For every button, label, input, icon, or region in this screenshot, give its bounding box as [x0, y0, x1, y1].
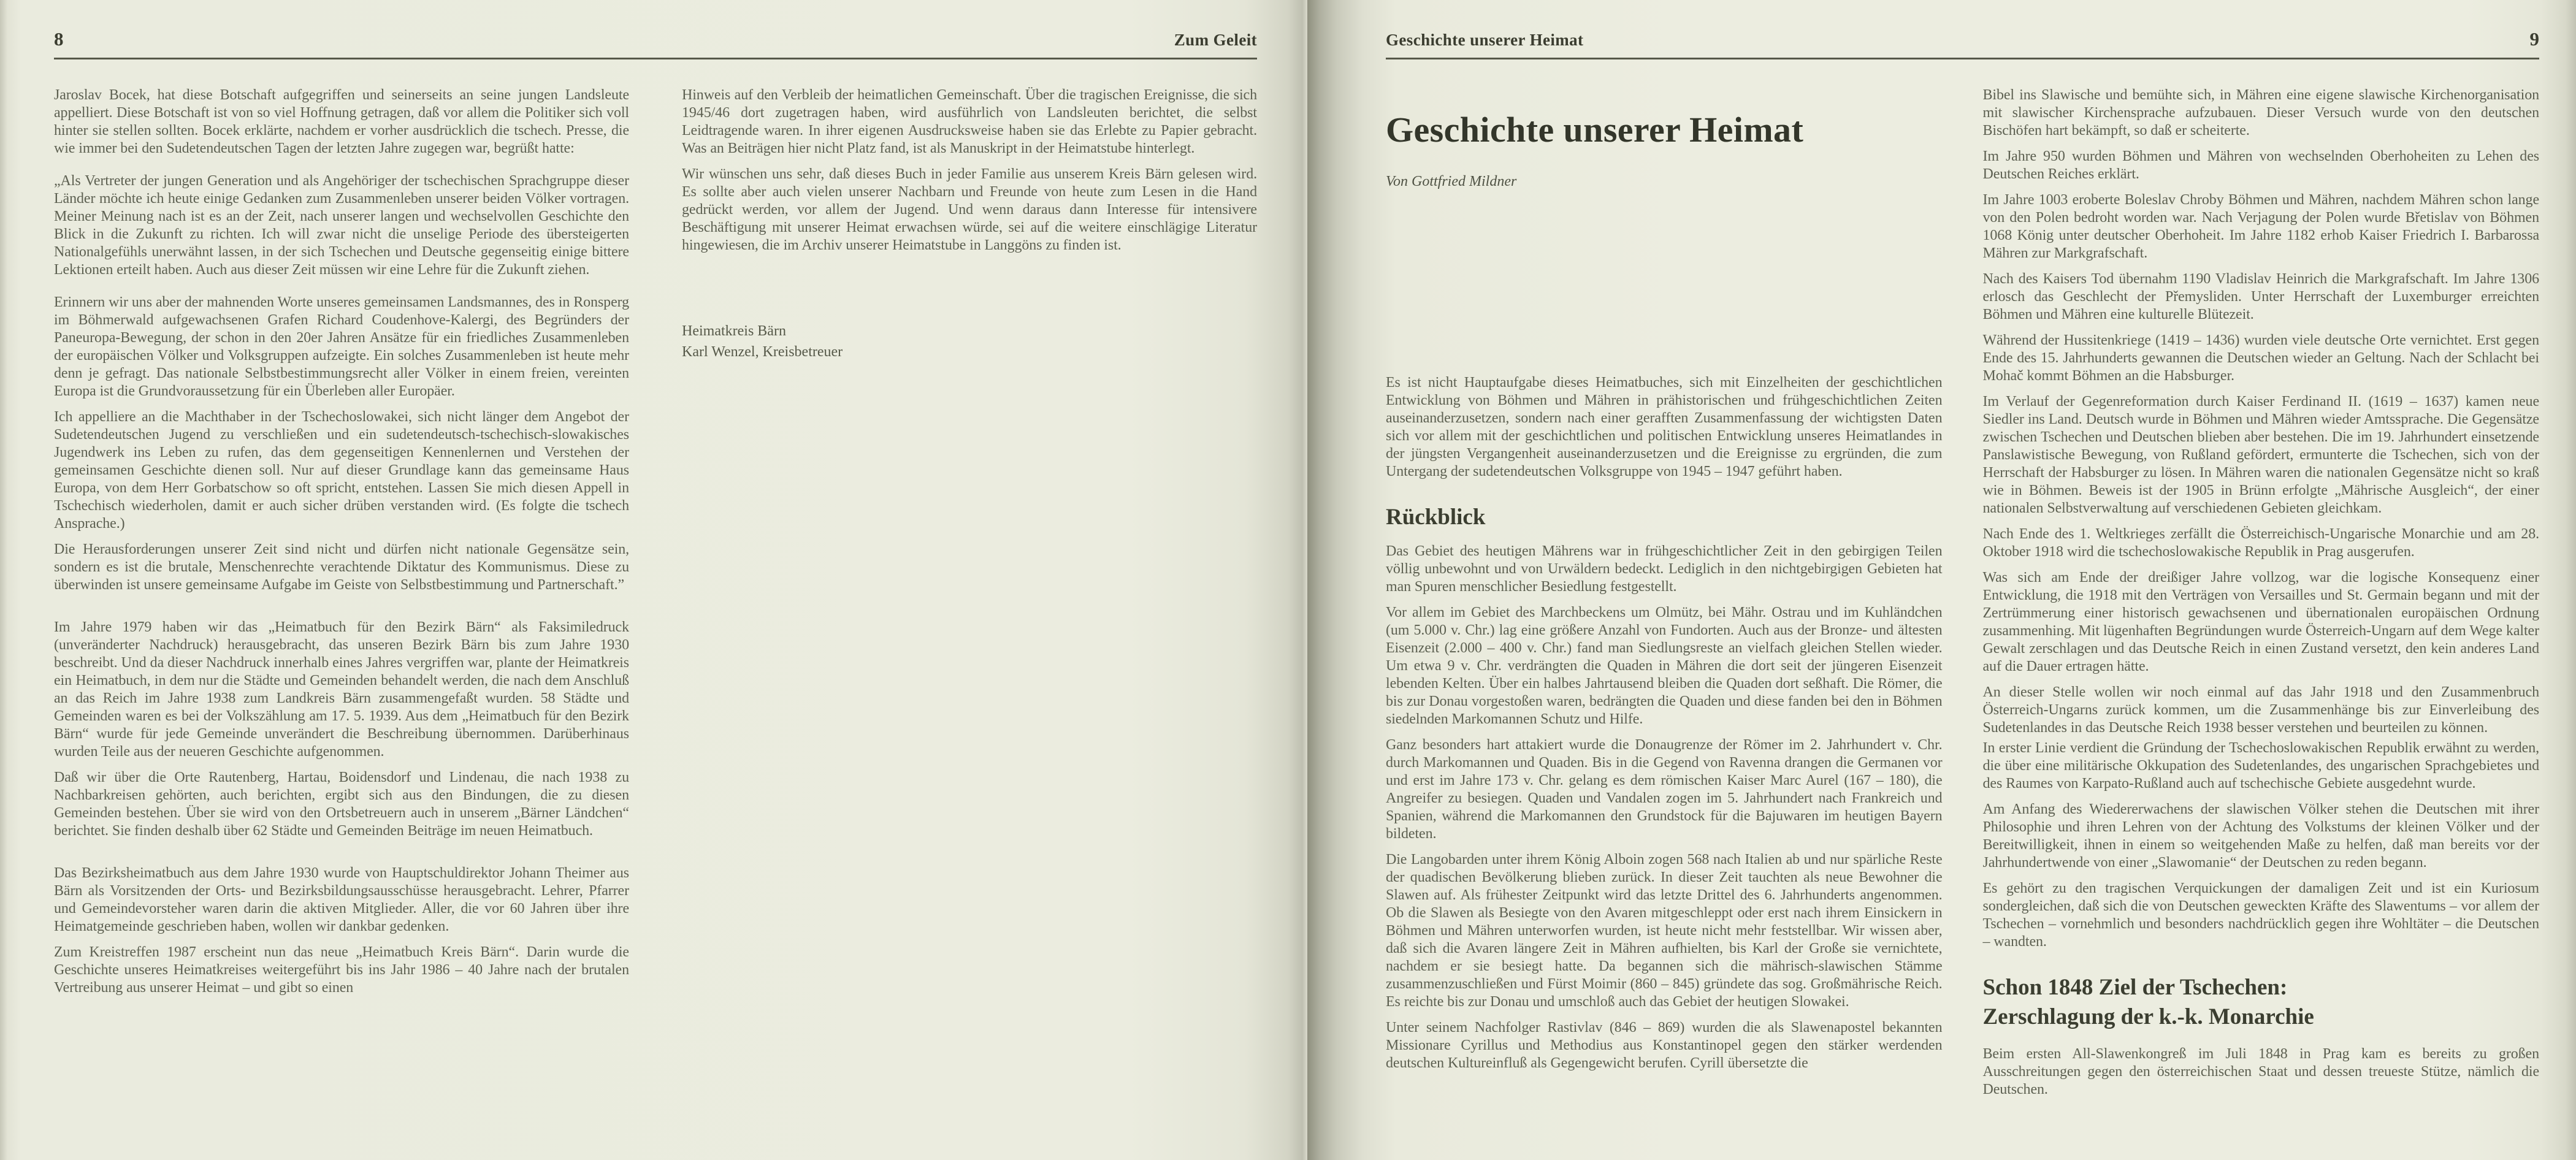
signature-block: [682, 321, 1257, 362]
body-paragraph: Ganz besonders hart attakiert wurde die Donaugrenze der Römer im 2. Jahrhundert v. Chr. durch Markomannen und Quaden. Bis in die Gegend von Ravenna drangen die Germanen vor und erst im Jahre 173 v. Chr. gelang es dem römischen Kaiser Marc Aurel (167 – 180), die Angreifer zu besiegen. Quaden und Vandalen zogen im 5. Jahrhundert nach Frankreich und Spanien, während die Markomannen den Grundstock für die Bajuwaren im heutigen Bayern bildeten.: [1386, 737, 1943, 842]
body-paragraph: Die Langobarden unter ihrem König Alboin zogen 568 nach Italien ab und nur spärliche Reste der quadischen Bevölkerung blieben zurück. In dieser Zeit tauchten als neue Bewohner die Slawen auf. Als frühester Zeitpunkt wird das letzte Drittel des 6. Jahrhunderts angenommen. Ob die Slawen als Besiegte von den Avaren mitgeschleppt oder erst nach ihrem Einsickern in Böhmen und Mähren unterworfen wurden, ist heute nicht mehr feststellbar. Wir wissen aber, daß sich die Avaren längere Zeit in Mähren aufhielten, bis Karl der Große sie vernichtete, nachdem er sie besiegt hatte. Da begannen sich die mährisch-slawischen Stämme zusammenzuschließen und Fürst Moimir (860 – 845) gründete das sog. Großmährische Reich. Es reichte bis zur Donau und umschloß auch das Gebiet der heutigen Slowakei.: [1386, 852, 1943, 1010]
text-column-1: [54, 86, 629, 1005]
page-right-content: [1307, 0, 2576, 1160]
body-paragraph: Bibel ins Slawische und bemühte sich, in Mähren eine eigene slawische Kirchenorganisation mit slawischer Kirchensprache aufzubauen. Dieser Versuch wurde von den deutschen Bischöfen hart bekämpft, so daß er scheiterte.: [1982, 87, 2539, 139]
body-paragraph: Erinnern wir uns aber der mahnenden Worte unseres gemeinsamen Landsmannes, des in Ronsperg im Böhmerwald aufgewachsenen Grafen Richard Coudenhove-Kalergi, des Begründers der Paneuropa-Bewegung, der schon in den 20er Jahren Ansätze für ein friedliches Zusammenleben der europäischen Völker und Volksgruppen aufzeigte. Ein solches Zusammenleben ist heute mehr denn je gefragt. Das nationale Selbstbestimmungsrecht aller Völker in einem freien, vereinten Europa ist die Grundvoraussetzung für ein Überleben aller Europäer.: [54, 294, 629, 399]
page-left-header: [54, 28, 1257, 50]
body-paragraph: Was sich am Ende der dreißiger Jahre vollzog, war die logische Konsequenz einer Entwicklung, die 1918 mit den Verträgen von Versailles und St. Germain begann und mit der Zertrümmerung einer historisch gewachsenen und übernationalen europäischen Ordnung zusammenhing. Mit lügenhaften Begründungen wurde Österreich-Ungarn auf dem Wege kalter Gewalt zerschlagen und das Deutsche Reich in einen Zustand versetzt, den kein anderes Land auf die Dauer ertragen hätte.: [1982, 570, 2539, 674]
body-paragraph: Im Jahre 1979 haben wir das „Heimatbuch für den Bezirk Bärn“ als Faksimiledruck (unveränderter Nachdruck) herausgebracht, das unseren Bezirk Bärn bis zum Jahre 1930 beschreibt. Und da dieser Nachdruck innerhalb eines Jahres vergriffen war, plante der Heimatkreis ein Heimatbuch, in dem nur die Städte und Gemeinden behandelt werden, die nach dem Anschluß an das Reich im Jahre 1938 zum Landkreis Bärn zusammengefaßt wurden. 58 Städte und Gemeinden waren es bei der Volkszählung am 17. 5. 1939. Aus dem „Heimatbuch für den Bezirk Bärn“ wurde für jede Gemeinde unverändert die Beschreibung übernommen. Darüberhinaus wurden Teile aus der neueren Geschichte aufgenommen.: [54, 619, 629, 760]
signature-line: Karl Wenzel, Kreisbetreuer: [682, 344, 843, 360]
page-right: [1307, 0, 2576, 1160]
body-paragraph: Nach Ende des 1. Weltkrieges zerfällt die Österreichisch-Ungarische Monarchie und am 28. Oktober 1918 wird die tschechoslowakische Republik in Prag ausgerufen.: [1982, 526, 2539, 560]
body-paragraph: Es gehört zu den tragischen Verquickungen der damaligen Zeit und ist ein Kuriosum sondergleichen, daß sich die von Deutschen geweckten Kräfte des Slawentums – vor allem der Tschechen – vornehmlich und besonders nachdrücklich gegen ihre Wohltäter – die Deutschen – wandten.: [1982, 880, 2539, 950]
body-paragraph: Nach des Kaisers Tod übernahm 1190 Vladislav Heinrich die Markgrafschaft. Im Jahre 1306 erlosch das Geschlecht der Přemysliden. Unter Herrschaft der Luxemburger erreichten Böhmen und Mähren eine kulturelle Blütezeit.: [1982, 271, 2539, 322]
running-head: Geschichte unserer Heimat: [1386, 31, 1584, 49]
body-paragraph: Hinweis auf den Verbleib der heimatlichen Gemeinschaft. Über die tragischen Ereignisse, die sich 1945/46 dort zugetragen haben, wird ausführlich von Landsleuten berichtet, die selbst Leidtragende waren. In ihrer eigenen Ausdrucksweise haben sie das Erlebte zu Papier gebracht. Was an Beiträgen hier nicht Platz fand, ist als Manuskript in der Heimatstube hinterlegt.: [682, 87, 1257, 156]
body-paragraph: Das Bezirksheimatbuch aus dem Jahre 1930 wurde von Hauptschuldirektor Johann Theimer aus Bärn als Vorsitzenden der Orts- und Bezirksbildungsausschüsse herausgebracht. Lehrer, Pfarrer und Gemeindevorsteher waren darin die aktiven Mitglieder. Aller, die vor 60 Jahren über ihre Heimatgemeinde geschrieben haben, wollen wir dankbar gedenken.: [54, 865, 629, 934]
signature-line: Heimatkreis Bärn: [682, 323, 786, 339]
page-number: 8: [54, 28, 64, 50]
body-paragraph: Zum Kreistreffen 1987 erscheint nun das neue „Heimatbuch Kreis Bärn“. Darin wurde die Geschichte unseres Heimatkreises weitergeführt bis ins Jahr 1986 – 40 Jahre nach der brutalen Vertreibung aus unserer Heimat – und gibt so einen: [54, 944, 629, 996]
body-paragraph: „Als Vertreter der jungen Generation und als Angehöriger der tschechischen Sprachgruppe dieser Länder möchte ich heute einige Gedanken zum Zusammenleben unserer beiden Völker vortragen. Meiner Meinung nach ist es an der Zeit, nach unserer langen und wechselvollen Geschichte den Blick in die Zukunft zu richten. Ich will zwar nicht die unselige Periode des übersteigerten Nationalgefühls unerwähnt lassen, in der sich Tschechen und Deutsche gegenseitig einige bittere Lektionen erteilt haben. Auch aus dieser Zeit müssen wir eine Lehre für die Zukunft ziehen.: [54, 173, 629, 278]
body-paragraph: Im Jahre 1003 eroberte Boleslav Chroby Böhmen und Mähren, nachdem Mähren schon lange von den Polen bedroht worden war. Nach Verjagung der Polen wurde Břetislav von Böhmen 1068 König unter deutscher Oberhoheit. Im Jahre 1182 erhob Kaiser Friedrich I. Barbarossa Mähren zur Markgrafschaft.: [1982, 192, 2539, 261]
body-paragraph: Unter seinem Nachfolger Rastivlav (846 – 869) wurden die als Slawenapostel bekannten Missionare Cyrillus und Methodius aus Konstantinopel gegen den stärker werdenden deutschen Kultureinfluß als Gegengewicht berufen. Cyrill übersetzte die: [1386, 1020, 1943, 1071]
body-paragraph: Vor allem im Gebiet des Marchbeckens um Olmütz, bei Mähr. Ostrau und im Kuhländchen (um 5.000 v. Chr.) lag eine größere Anzahl von Fundorten. Auch aus der Bronze- und ältesten Eisenzeit (2.000 – 400 v. Chr.) fand man Siedlungsreste an vielfach gleichen Stellen wieder. Um etwa 9 v. Chr. verdrängten die Quaden in Mähren die dort seit der jüngeren Eisenzeit lebenden Kelten. Über ein halbes Jahrtausend bleiben die Quaden dort seßhaft. Die Römer, die bis zur Donau vorgestoßen waren, bedrängten die Quaden und diese fanden bei den in Böhmen siedelnden Markomannen Schutz und Hilfe.: [1386, 605, 1943, 727]
byline: Von Gottfried Mildner: [1386, 174, 1517, 189]
body-paragraph: Am Anfang des Wiedererwachens der slawischen Völker stehen die Deutschen mit ihrer Philosophie und ihren Lehren von der Achtung des Volkstums der kleinen Völker und der Bereitwilligkeit, ihnen in einem so weitgehenden Maße zu helfen, daß man bereits vor der Jahrhundertwende von einer „Slawomanie“ der Deutschen zu reden begann.: [1982, 801, 2539, 871]
header-rule: [54, 58, 1257, 59]
body-paragraph: An dieser Stelle wollen wir noch einmal auf das Jahr 1918 und den Zusammenbruch Österreich-Ungarns zurück kommen, um die Zusammenhänge bis zur Einverleibung des Sudetenlandes in das Deutsche Reich 1938 besser verstehen und beurteilen zu können.: [1982, 684, 2539, 736]
body-paragraph: Im Verlauf der Gegenreformation durch Kaiser Ferdinand II. (1619 – 1637) kamen neue Siedler ins Land. Deutsch wurde in Böhmen und Mähren wieder Amtssprache. Die Gegensätze zwischen Tschechen und Deutschen blieben aber bestehen. Die im 19. Jahrhundert einsetzende Panslawistische Bewegung, von Rußland gefördert, ermunterte die Tschechen, sich von der Herrschaft der Habsburger zu lösen. In Mähren waren die nationalen Gegensätze nicht so kraß wie in Böhmen. Beweis ist der 1905 in Brünn erfolgte „Mährische Ausgleich“, der einer nationalen Selbstverwaltung auf verschiedenen Gebieten gleichkam.: [1982, 394, 2539, 516]
sub-heading: [1983, 973, 2540, 1032]
page-right-columns: [1386, 86, 2539, 1107]
body-paragraph: Jaroslav Bocek, hat diese Botschaft aufgegriffen und seinerseits an seine jungen Landsleute appelliert. Diese Botschaft ist von so viel Hoffnung getragen, daß vor allem die Politiker sich voll hinter sie stellen sollten. Bocek erklärte, nachdem er vorher ausdrücklich die tschech. Presse, die wie immer bei den Sudetendeutschen Tagen der letzten Jahre zugegen war, begrüßt hatte:: [54, 87, 629, 156]
running-head: Zum Geleit: [1174, 31, 1257, 49]
page-left-columns: [54, 86, 1257, 1005]
body-paragraph: Daß wir über die Orte Rautenberg, Hartau, Boidensdorf und Lindenau, die nach 1938 zu Nachbarkreisen gehörten, auch berichten, ergibt sich aus den Bindungen, die zu diesen Gemeinden bestehen. Über sie wird von den Ortsbetreuern auch in unserem „Bärner Ländchen“ berichtet. Sie finden deshalb über 62 Städte und Gemeinden Beiträge im neuen Heimatbuch.: [54, 769, 629, 839]
section-heading: Rückblick: [1386, 505, 1486, 530]
article-title: Geschichte unserer Heimat: [1386, 110, 1804, 150]
header-rule: [1386, 58, 2539, 59]
sub-heading-line: Zerschlagung der k.-k. Monarchie: [1982, 1004, 2314, 1029]
text-column-2: [682, 86, 1257, 1005]
body-paragraph: Das Gebiet des heutigen Mährens war in frühgeschichtlicher Zeit in den gebirgigen Teilen völlig unbewohnt und von Urwäldern bedeckt. Lediglich in den nichtgebirgigen Gebieten hat man Spuren menschlicher Besiedlung festgestellt.: [1386, 543, 1943, 595]
body-paragraph: In erster Linie verdient die Gründung der Tschechoslowakischen Republik erwähnt zu werden, die über eine militärische Okkupation des Sudetenlandes, des ungarischen Sprachgebietes und des Raumes von Karpato-Rußland auch auf tschechische Gebiete ausgedehnt wurde.: [1982, 740, 2539, 792]
body-paragraph: Beim ersten All-Slawenkongreß im Juli 1848 in Prag kam es bereits zu großen Ausschreitungen gegen den österreichischen Staat und dessen treueste Stütze, nämlich die Deutschen.: [1982, 1046, 2539, 1097]
page-right-header: [1386, 28, 2539, 50]
sub-heading-line: Schon 1848 Ziel der Tschechen:: [1982, 975, 2288, 1000]
text-column-2: [1983, 86, 2540, 1107]
body-paragraph: Während der Hussitenkriege (1419 – 1436) wurden viele deutsche Orte vernichtet. Erst gegen Ende des 15. Jahrhunderts gewannen die Deutschen wieder an Geltung. Nach der Schlacht bei Mohač kommt Böhmen an die Habsburger.: [1982, 332, 2539, 384]
intro-paragraph: Es ist nicht Hauptaufgabe dieses Heimatbuches, sich mit Einzelheiten der geschichtlichen Entwicklung von Böhmen und Mähren in prähistorischen und frühgeschichtlichen Zeiten auseinanderzusetzen, sondern nach einer gerafften Zusammenfassung der wichtigsten Daten sich vor allem mit der geschichtlichen und politischen Entwicklung unseres Heimatlandes in der jüngsten Vergangenheit auseinanderzusetzen und die Ereignisse zu ergründen, die zum Untergang der sudetendeutschen Volksgruppe von 1945 – 1947 geführt haben.: [1386, 375, 1943, 479]
page-number: 9: [2529, 28, 2539, 50]
body-paragraph: Die Herausforderungen unserer Zeit sind nicht und dürfen nicht nationale Gegensätze sein, sondern es ist die brutale, Menschenrechte verachtende Diktatur des Kommunismus. Diese zu überwinden ist unsere gemeinsame Aufgabe im Geiste von Selbstbestimmung und Partnerschaft.”: [54, 541, 629, 593]
body-paragraph: Wir wünschen uns sehr, daß dieses Buch in jeder Familie aus unserem Kreis Bärn gelesen wird. Es sollte aber auch vielen unserer Nachbarn und Freunde von heute zum Lesen in die Hand gedrückt werden, vor allem der Jugend. Und wenn daraus dann Interesse für intensivere Beschäftigung mit unserer Heimat erwachsen würde, sei auf die weitere einschlägige Literatur hingewiesen, die im Archiv unserer Heimatstube in Langgöns zu finden ist.: [682, 166, 1257, 253]
text-column-1: [1386, 86, 1943, 1107]
body-paragraph: Ich appelliere an die Machthaber in der Tschechoslowakei, sich nicht länger dem Angebot der Sudetendeutschen Jugend zu verschließen und ein sudetendeutsch-tschechisch-slowakisches Jugendwerk ins Leben zu rufen, das dem gegenseitigen Kennenlernen und Verstehen der gemeinsamen Geschichte dienen soll. Nur auf dieser Grundlage kann das gemeinsame Haus Europa, von dem Herr Gorbatschow so oft spricht, entstehen. Lassen Sie mich diesen Appell in Tschechisch wiederholen, damit er auch sicher drüben verstanden wird. (Es folgte die tschech Ansprache.): [54, 409, 629, 532]
body-paragraph: Im Jahre 950 wurden Böhmen und Mähren von wechselnden Oberhoheiten zu Lehen des Deutschen Reiches erklärt.: [1982, 148, 2539, 182]
